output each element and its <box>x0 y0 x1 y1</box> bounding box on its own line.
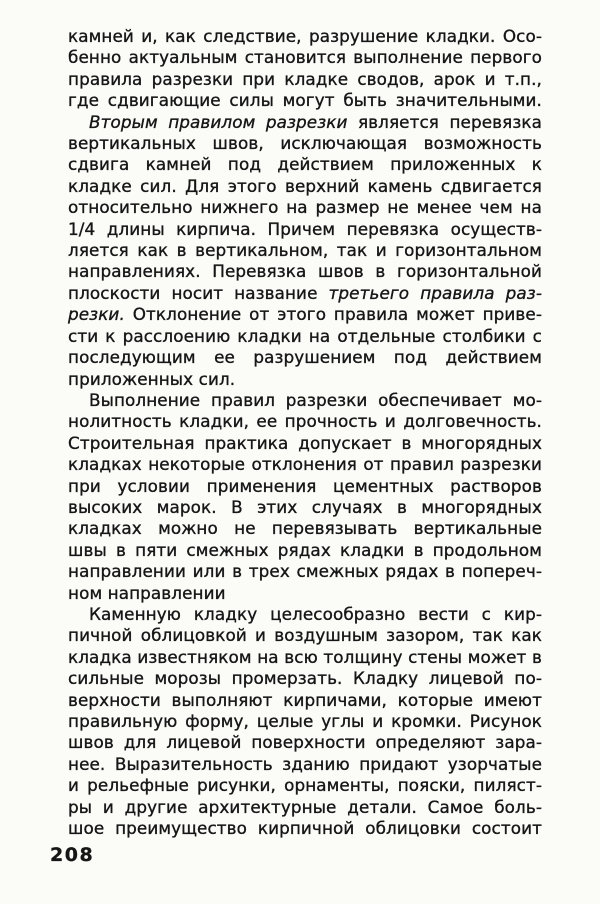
body-text: где сдвигающие силы могут быть значительными. <box>68 90 542 111</box>
text-line <box>68 454 542 475</box>
body-text: при условии применения цементных растворов <box>68 475 542 496</box>
text-line <box>68 283 542 304</box>
text-line <box>68 754 542 775</box>
text-line <box>68 26 542 47</box>
body-text: направлении или в трех смежных рядах в попереч- <box>68 561 542 582</box>
body-text: Отклонение от этого правила может приве- <box>124 304 542 325</box>
text-line <box>68 112 542 133</box>
body-text: пичной облицовкой и воздушным зазором, так как <box>68 625 542 646</box>
text-line <box>68 369 542 390</box>
text-line <box>68 497 542 518</box>
text-line <box>68 390 542 411</box>
text-line <box>68 304 542 325</box>
text-line <box>68 775 542 796</box>
text-line <box>68 561 542 582</box>
body-text: сти к расслоению кладки на отдельные столбики с <box>68 325 542 346</box>
text-line <box>68 176 542 197</box>
text-line <box>68 411 542 432</box>
body-text: ры и другие архитектурные детали. Самое боль- <box>68 796 542 817</box>
body-text: нее. Выразительность зданию придают узорчатые <box>68 753 542 774</box>
text-line <box>68 797 542 818</box>
body-text: швов для лицевой поверхности определяют зара- <box>68 732 542 753</box>
body-text: последующим ее разрушением под действием <box>68 347 542 368</box>
text-line <box>68 540 542 561</box>
body-text: плоскости носит название <box>68 282 329 303</box>
text-line <box>68 90 542 111</box>
body-text: сдвига камней под действием приложенных к <box>68 154 542 175</box>
body-text: швы в пяти смежных рядах кладки в продольном <box>68 539 542 560</box>
body-text: вертикальных швов, исключающая возможность <box>68 133 542 154</box>
emphasized-text: третьего правила раз- <box>328 282 542 303</box>
body-text: камней и, как следствие, разрушение кладки. Осо- <box>68 26 542 46</box>
body-text: относительно нижнего на размер не менее чем на <box>68 197 542 218</box>
text-line <box>68 69 542 90</box>
text-line <box>68 818 542 839</box>
text-line <box>68 261 542 282</box>
body-text: приложенных сил. <box>68 368 236 389</box>
text-line <box>68 647 542 668</box>
text-line <box>68 154 542 175</box>
body-text: кладка известняком на всю толщину стены может в <box>68 646 542 667</box>
text-line <box>68 690 542 711</box>
body-text: и рельефные рисунки, орнаменты, пояски, пиляст- <box>68 775 542 796</box>
text-line <box>68 625 542 646</box>
body-text: нолитность кладки, ее прочность и долговечность. <box>68 411 542 432</box>
text-line <box>68 197 542 218</box>
page-number: 208 <box>50 844 95 866</box>
text-line <box>68 240 542 261</box>
text-column <box>68 26 542 839</box>
body-text: кладках можно не перевязывать вертикальные <box>68 518 542 539</box>
body-text: правильную форму, целые углы и кромки. Рисунок <box>68 711 542 731</box>
body-text: высоких марок. В этих случаях в многорядных <box>68 496 542 517</box>
body-text: Строительная практика допускает в многорядных <box>68 432 542 453</box>
text-line <box>68 47 542 68</box>
body-text: Каменную кладку целесообразно вести с кир- <box>89 603 542 624</box>
text-line <box>68 219 542 240</box>
body-text: направлениях. Перевязка швов в горизонтальной <box>68 261 542 282</box>
body-text: 1/4 длины кирпича. Причем перевязка осуществ- <box>68 218 542 239</box>
text-line <box>68 668 542 689</box>
body-text: правила разрезки при кладке сводов, арок и т.п., <box>68 68 542 89</box>
text-line <box>68 133 542 154</box>
body-text: кладках некоторые отклонения от правил разрезки <box>68 454 542 475</box>
body-text: ляется как в вертикальном, так и горизонтальном <box>68 240 542 261</box>
emphasized-text: резки. <box>68 304 125 325</box>
body-text: является перевязка <box>347 111 542 132</box>
body-text: шое преимущество кирпичной облицовки состоит <box>68 818 542 839</box>
body-text: кладке сил. Для этого верхний камень сдвигается <box>68 175 542 196</box>
text-line <box>68 604 542 625</box>
text-line <box>68 711 542 732</box>
text-line <box>68 433 542 454</box>
text-line <box>68 476 542 497</box>
body-text: бенно актуальным становится выполнение первого <box>68 47 542 68</box>
body-text: верхности выполняют кирпичами, которые имеют <box>68 689 542 710</box>
text-line <box>68 518 542 539</box>
body-text: ном направлении <box>68 582 226 603</box>
body-text: сильные морозы промерзать. Кладку лицевой по- <box>68 668 542 689</box>
text-line <box>68 583 542 604</box>
text-line <box>68 347 542 368</box>
text-line <box>68 732 542 753</box>
emphasized-text: Вторым правилом разрезки <box>89 111 348 132</box>
text-line <box>68 326 542 347</box>
body-text: Выполнение правил разрезки обеспечивает мо- <box>89 389 542 410</box>
